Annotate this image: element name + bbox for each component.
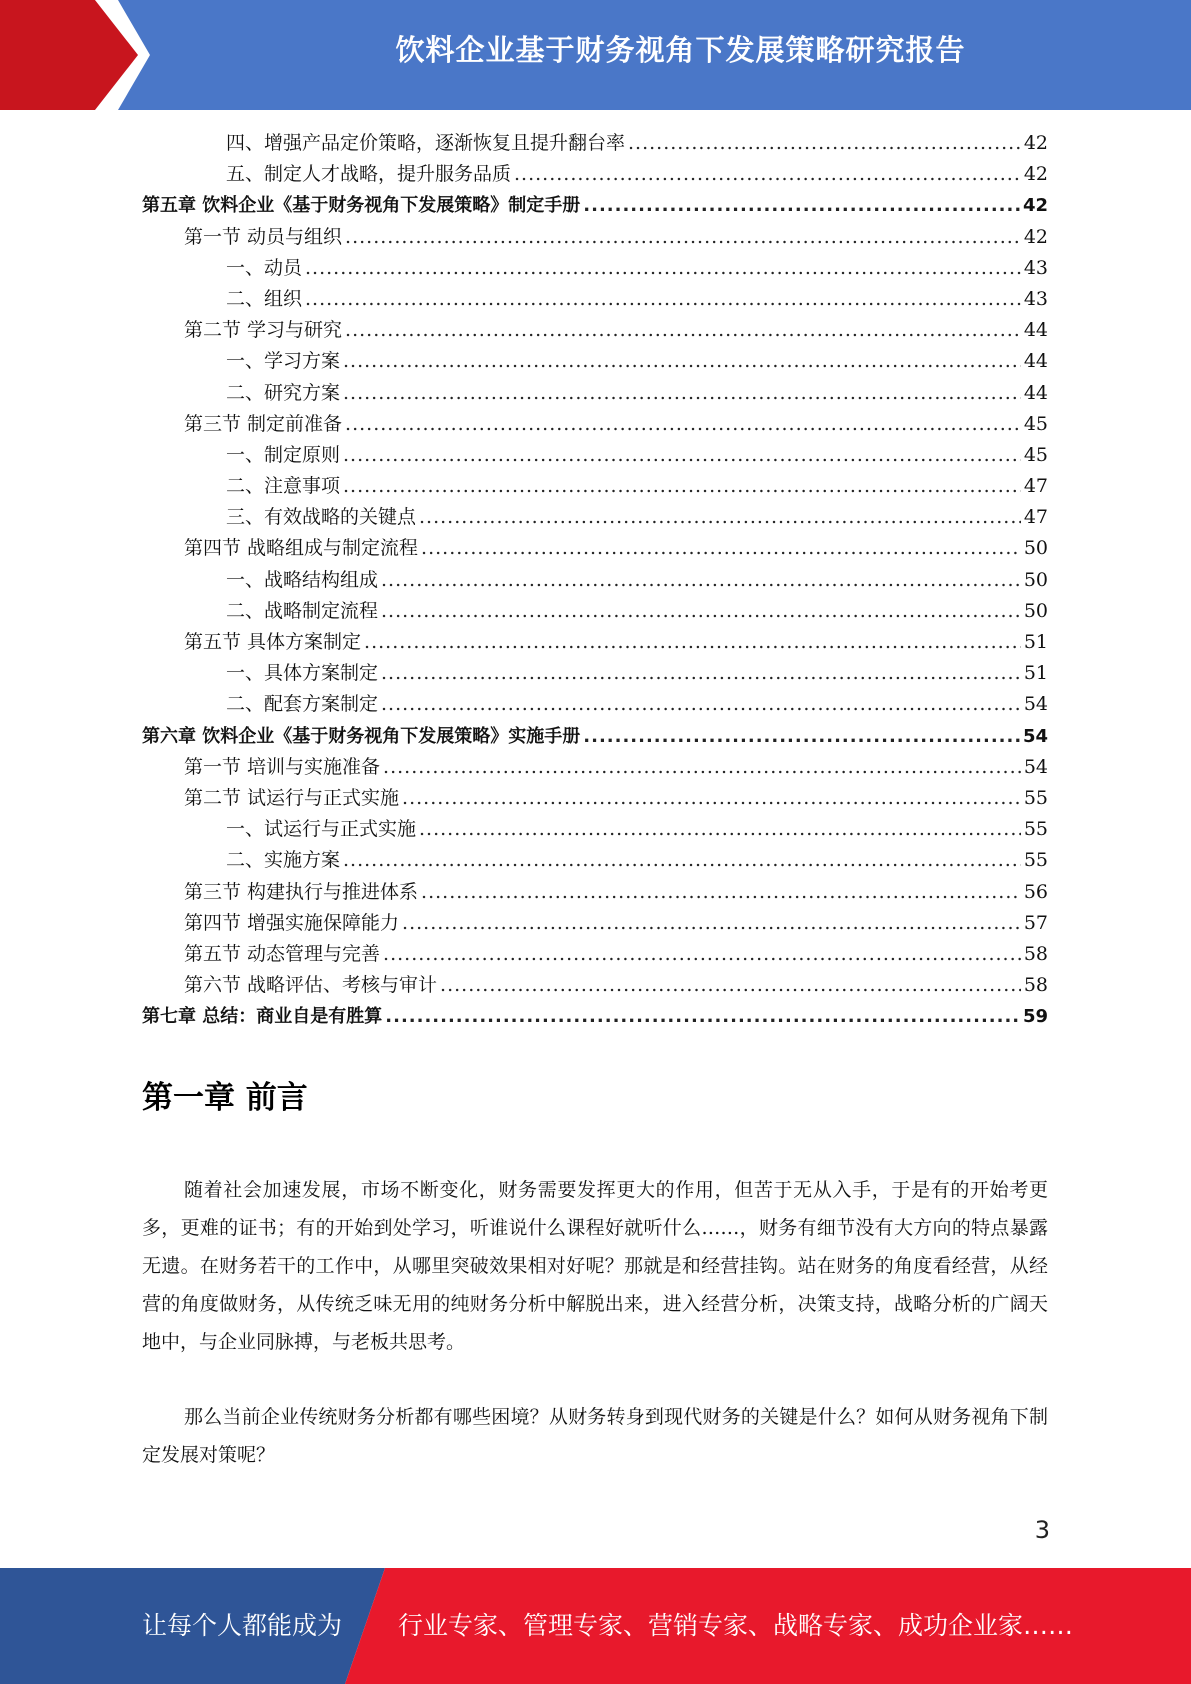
table-of-contents xyxy=(142,128,1048,1032)
toc-entry-title: 三、有效战略的关键点 xyxy=(226,506,417,529)
toc-entry[interactable] xyxy=(142,502,1048,533)
page-header xyxy=(0,0,1191,110)
toc-dot-leader xyxy=(305,284,1021,315)
toc-dot-leader xyxy=(381,658,1021,689)
toc-entry-title: 第二节 学习与研究 xyxy=(184,319,343,342)
page-footer xyxy=(0,1568,1191,1684)
toc-entry-page: 50 xyxy=(1023,599,1048,622)
toc-entry-title: 第六章 饮料企业《基于财务视角下发展策略》实施手册 xyxy=(142,725,581,747)
toc-entry-page: 42 xyxy=(1023,225,1048,248)
toc-entry[interactable] xyxy=(142,533,1048,564)
toc-entry[interactable] xyxy=(142,658,1048,689)
toc-entry-page: 51 xyxy=(1023,662,1048,685)
toc-entry-page: 54 xyxy=(1023,755,1048,778)
toc-entry-page: 42 xyxy=(1023,163,1048,186)
toc-entry[interactable] xyxy=(142,471,1048,502)
toc-entry[interactable] xyxy=(142,346,1048,377)
chapter-title: 第一章 前言 xyxy=(142,1080,308,1116)
toc-entry[interactable] xyxy=(142,440,1048,471)
toc-entry-page: 51 xyxy=(1023,631,1048,653)
toc-dot-leader xyxy=(383,752,1021,783)
toc-dot-leader xyxy=(305,253,1021,284)
footer-slogan-left: 让每个人都能成为 xyxy=(142,1611,343,1640)
toc-dot-leader xyxy=(343,440,1021,471)
toc-entry[interactable] xyxy=(142,565,1048,596)
toc-entry-page: 59 xyxy=(1022,1006,1048,1028)
toc-dot-leader xyxy=(440,970,1021,1001)
toc-entry[interactable] xyxy=(142,128,1048,159)
toc-entry[interactable] xyxy=(142,596,1048,627)
toc-entry-title: 一、试运行与正式实施 xyxy=(226,818,417,841)
toc-entry-page: 57 xyxy=(1023,911,1048,934)
toc-entry[interactable] xyxy=(142,409,1048,440)
toc-entry[interactable] xyxy=(142,253,1048,284)
toc-entry-page: 45 xyxy=(1023,443,1048,466)
toc-dot-leader xyxy=(381,689,1021,720)
toc-entry-page: 45 xyxy=(1023,412,1048,435)
toc-entry-title: 二、研究方案 xyxy=(226,381,341,404)
toc-entry-page: 42 xyxy=(1022,195,1048,217)
toc-entry[interactable] xyxy=(142,689,1048,720)
toc-entry[interactable] xyxy=(142,378,1048,409)
toc-entry-title: 第七章 总结：商业自是有胜算 xyxy=(142,1006,383,1028)
toc-entry-page: 58 xyxy=(1023,974,1048,997)
toc-entry-title: 二、注意事项 xyxy=(226,475,341,498)
toc-entry-page: 47 xyxy=(1023,506,1048,529)
toc-dot-leader xyxy=(343,471,1021,502)
toc-dot-leader xyxy=(381,565,1021,596)
toc-entry-title: 二、战略制定流程 xyxy=(226,599,379,622)
toc-entry[interactable] xyxy=(142,752,1048,783)
toc-dot-leader xyxy=(345,315,1021,346)
toc-dot-leader xyxy=(421,877,1021,908)
body-paragraph: 那么当前企业传统财务分析都有哪些困境？从财务转身到现代财务的关键是什么？如何从财务视角下制定发展对策呢？ xyxy=(142,1406,1048,1466)
toc-entry[interactable] xyxy=(142,315,1048,346)
toc-entry-title: 二、配套方案制定 xyxy=(226,693,379,716)
toc-entry[interactable] xyxy=(142,939,1048,970)
toc-dot-leader xyxy=(343,378,1021,409)
toc-entry-page: 50 xyxy=(1023,537,1048,560)
toc-entry-page: 44 xyxy=(1023,319,1048,342)
toc-entry-title: 第一节 培训与实施准备 xyxy=(184,755,381,778)
toc-entry-page: 44 xyxy=(1023,350,1048,373)
toc-entry-title: 第五节 动态管理与完善 xyxy=(184,942,381,965)
toc-entry-title: 一、战略结构组成 xyxy=(226,568,379,591)
toc-entry[interactable] xyxy=(142,222,1048,253)
toc-entry-title: 四、增强产品定价策略，逐渐恢复且提升翻台率 xyxy=(226,132,626,154)
toc-entry[interactable] xyxy=(142,970,1048,1001)
toc-dot-leader xyxy=(345,409,1021,440)
toc-entry-page: 43 xyxy=(1023,256,1048,279)
toc-dot-leader xyxy=(514,159,1021,190)
toc-entry-page: 58 xyxy=(1023,942,1048,965)
toc-entry-title: 五、制定人才战略，提升服务品质 xyxy=(226,163,512,186)
toc-entry[interactable] xyxy=(142,721,1048,752)
toc-dot-leader xyxy=(385,1001,1020,1032)
toc-entry-title: 第四节 战略组成与制定流程 xyxy=(184,537,419,560)
toc-dot-leader xyxy=(583,190,1020,221)
toc-dot-leader xyxy=(343,845,1021,876)
toc-entry-page: 43 xyxy=(1023,287,1048,310)
toc-dot-leader xyxy=(419,502,1021,533)
toc-entry-page: 54 xyxy=(1022,725,1048,747)
toc-entry-page: 55 xyxy=(1023,849,1048,872)
toc-entry[interactable] xyxy=(142,908,1048,939)
toc-dot-leader xyxy=(419,814,1021,845)
toc-dot-leader xyxy=(583,721,1020,752)
toc-entry-title: 第六节 战略评估、考核与审计 xyxy=(184,974,438,997)
toc-entry-title: 一、制定原则 xyxy=(226,443,341,466)
toc-dot-leader xyxy=(381,596,1021,627)
toc-dot-leader xyxy=(402,783,1021,814)
toc-entry-page: 54 xyxy=(1023,693,1048,716)
toc-entry-page: 55 xyxy=(1023,818,1048,841)
toc-entry-title: 第五章 饮料企业《基于财务视角下发展策略》制定手册 xyxy=(142,195,581,217)
toc-entry[interactable] xyxy=(142,814,1048,845)
toc-entry-title: 第四节 增强实施保障能力 xyxy=(184,911,400,934)
toc-entry-page: 56 xyxy=(1023,880,1048,903)
toc-entry-title: 第二节 试运行与正式实施 xyxy=(184,786,400,809)
toc-entry[interactable] xyxy=(142,284,1048,315)
toc-entry[interactable] xyxy=(142,1001,1048,1032)
toc-entry-title: 第三节 构建执行与推进体系 xyxy=(184,880,419,903)
toc-entry[interactable] xyxy=(142,783,1048,814)
toc-entry-title: 二、实施方案 xyxy=(226,849,341,872)
toc-entry-title: 第三节 制定前准备 xyxy=(184,412,343,435)
toc-entry-page: 47 xyxy=(1023,475,1048,498)
toc-entry[interactable] xyxy=(142,627,1048,658)
toc-entry-title: 一、具体方案制定 xyxy=(226,662,379,685)
header-title: 饮料企业基于财务视角下发展策略研究报告 xyxy=(395,33,966,67)
toc-entry[interactable] xyxy=(142,877,1048,908)
toc-entry-page: 55 xyxy=(1023,786,1048,809)
toc-dot-leader xyxy=(628,128,1021,159)
toc-entry[interactable] xyxy=(142,159,1048,190)
page-number: 3 xyxy=(1034,1516,1050,1544)
toc-entry-title: 第五节 具体方案制定 xyxy=(184,631,362,653)
toc-dot-leader xyxy=(383,939,1021,970)
toc-entry[interactable] xyxy=(142,190,1048,221)
toc-entry-title: 一、学习方案 xyxy=(226,350,341,373)
toc-dot-leader xyxy=(402,908,1021,939)
toc-dot-leader xyxy=(421,533,1021,564)
toc-dot-leader xyxy=(343,346,1021,377)
footer-slogan-right: 行业专家、管理专家、营销专家、战略专家、成功企业家…… xyxy=(398,1611,1074,1640)
toc-entry-page: 50 xyxy=(1023,568,1048,591)
toc-entry-page: 44 xyxy=(1023,381,1048,404)
toc-entry-title: 一、动员 xyxy=(226,256,303,279)
body-paragraph: 随着社会加速发展，市场不断变化，财务需要发挥更大的作用，但苦于无从入手，于是有的开始考更多，更难的证书；有的开始到处学习，听谁说什么课程好就听什么……，财务有细节没有大方向的特点暴露无遗。在财务若干的工作中，从哪里突破效果相对好呢？那就是和经营挂钩。站在财务的角度看经营，从经营的角度做财务，从传统乏味无用的纯财务分析中解脱出来，进入经营分析，决策支持，战略分析的广阔天地中，与企业同脉搏，与老板共思考。 xyxy=(142,1179,1048,1353)
toc-entry-title: 二、组织 xyxy=(226,287,303,310)
toc-entry-title: 第一节 动员与组织 xyxy=(184,225,343,248)
toc-entry-page: 42 xyxy=(1023,132,1048,154)
toc-dot-leader xyxy=(364,627,1021,658)
toc-entry[interactable] xyxy=(142,845,1048,876)
toc-dot-leader xyxy=(345,222,1021,253)
